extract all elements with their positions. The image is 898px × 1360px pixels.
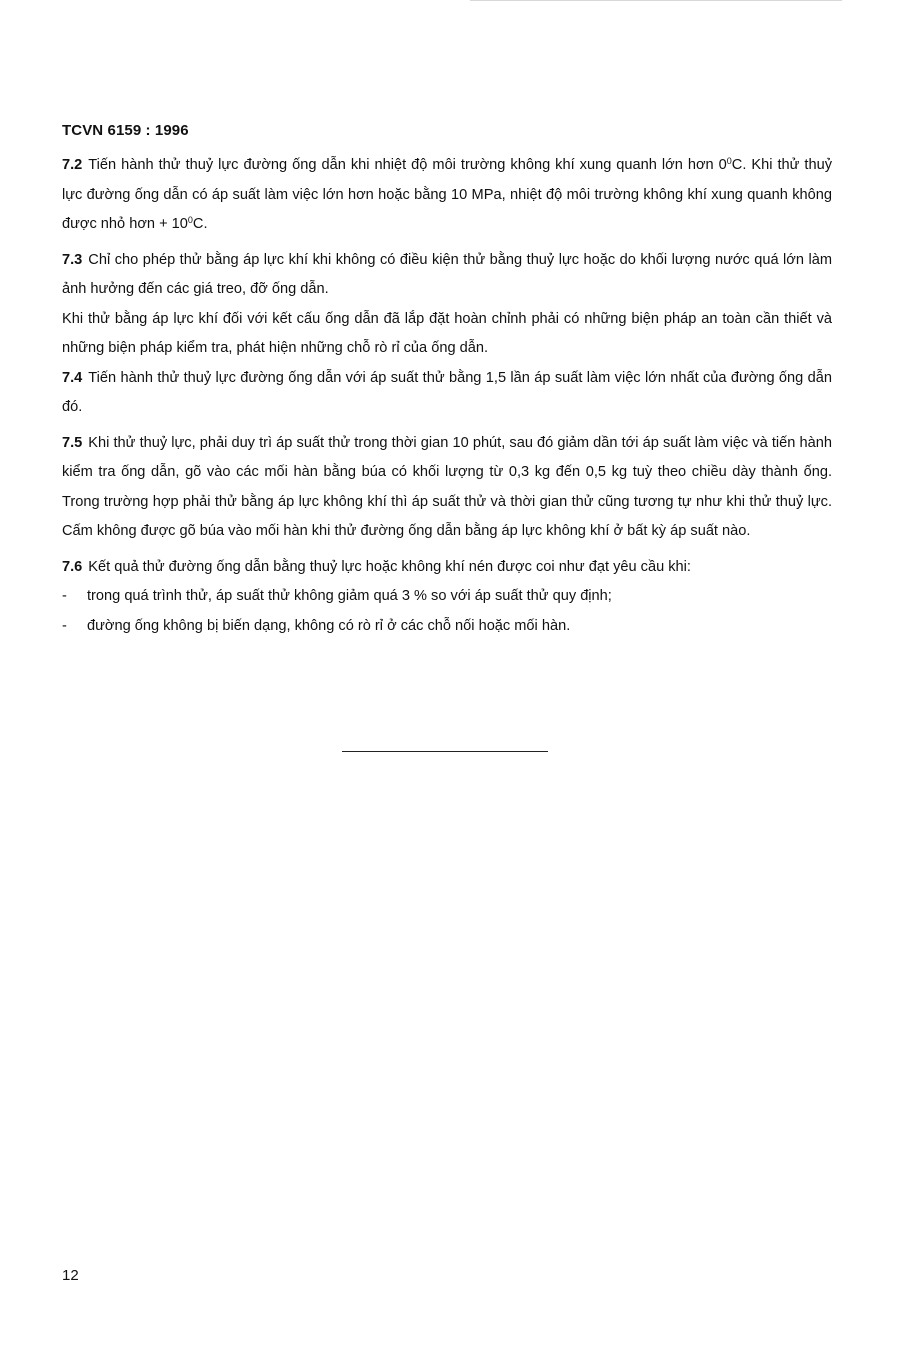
list-item [62, 612, 832, 642]
section-number: 7.5 [62, 434, 83, 451]
section-7-5 [62, 429, 832, 547]
section-text: Tiến hành thử thuỷ lực đường ống dẫn khi nhiệt độ môi trường không khí xung quanh lớn hơn 0 [88, 157, 727, 173]
section-text: C. [192, 216, 208, 232]
section-text: Kết quả thử đường ống dẫn bằng thuỷ lực hoặc không khí nén được coi như đạt yêu cầu khi: [88, 558, 691, 575]
section-number: 7.6 [62, 558, 83, 575]
section-text: Chỉ cho phép thử bằng áp lực khí khi không có điều kiện thử bằng thuỷ lực hoặc do khối lượng nước quá lớn làm ảnh hưởng đến các giá treo, đỡ ống dẫn. [62, 251, 832, 297]
degree-superscript: 0 [726, 156, 732, 166]
dash-bullet: - [62, 588, 67, 604]
list-item-text: đường ống không bị biến dạng, không có rò rỉ ở các chỗ nối hoặc mối hàn. [87, 617, 571, 634]
section-7-3 [62, 246, 832, 305]
document-body [62, 151, 832, 641]
degree-superscript: 0 [187, 215, 193, 225]
section-text: Tiến hành thử thuỷ lực đường ống dẫn với áp suất thử bằng 1,5 lần áp suất làm việc lớn nhất của đường ống dẫn đó. [62, 369, 832, 415]
section-number: 7.3 [62, 251, 83, 268]
section-text: C. Khi thử thuỷ lực đường ống dẫn có áp suất làm việc lớn hơn hoặc bằng 10 MPa, nhiệt độ môi trường không khí xung quanh không được nhỏ hơn + 10 [62, 157, 833, 232]
section-7-6 [62, 553, 832, 583]
list-item [62, 582, 832, 612]
standard-header: TCVN 6159 : 1996 [62, 122, 189, 139]
section-7-3-continuation: Khi thử bằng áp lực khí đối với kết cấu ống dẫn đã lắp đặt hoàn chỉnh phải có những biện pháp an toàn cần thiết và những biện pháp kiểm tra, phát hiện những chỗ rò rỉ của ống dẫn. [62, 310, 832, 356]
dash-bullet: - [62, 617, 67, 634]
section-number: 7.2 [62, 157, 83, 173]
section-7-2 [62, 151, 832, 240]
section-text: Khi thử thuỷ lực, phải duy trì áp suất thử trong thời gian 10 phút, sau đó giảm dần tới áp suất làm việc và tiến hành kiểm tra ống dẫn, gõ vào các mối hàn bằng búa có khối lượng từ 0,3 kg đến 0,5 kg tuỳ theo chiều dày thành ống. Trong trường hợp phải thử bằng áp lực không khí thì áp suất thử và thời gian thử cũng tương tự như khi thử thuỷ lực. Cấm không được gõ búa vào mối hàn khi thử đường ống dẫn bằng áp lực không khí ở bất kỳ áp suất nào. [62, 434, 832, 539]
section-number: 7.4 [62, 369, 83, 386]
end-of-text-rule [342, 751, 548, 752]
list-item-text: trong quá trình thử, áp suất thử không giảm quá 3 % so với áp suất thử quy định; [87, 588, 612, 604]
section-7-4 [62, 364, 832, 423]
scan-top-edge-line [470, 0, 842, 1]
page-number: 12 [62, 1267, 79, 1284]
